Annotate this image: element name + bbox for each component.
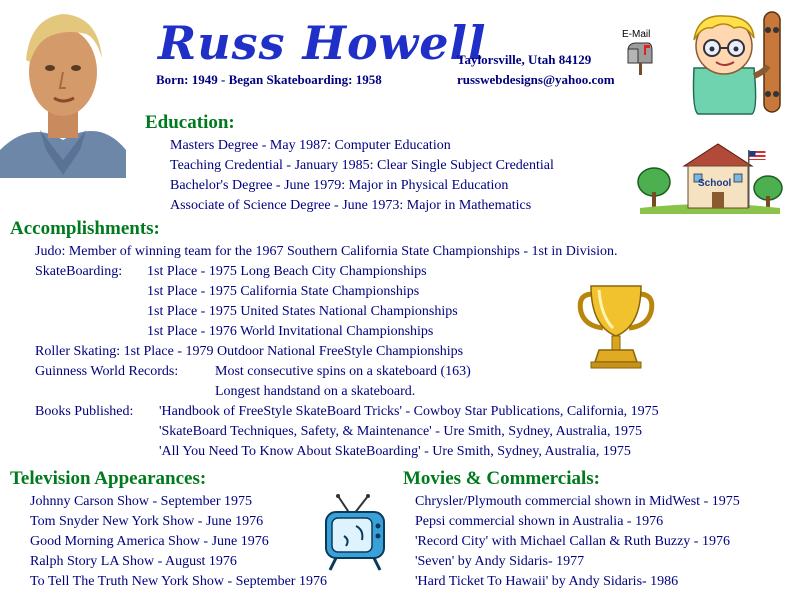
email-label[interactable]: E-Mail bbox=[622, 29, 651, 40]
guinness-item: Longest handstand on a skateboard. bbox=[215, 384, 416, 399]
movies-heading: Movies & Commercials: bbox=[403, 468, 600, 489]
skateboarding-item: 1st Place - 1975 United States National Championships bbox=[147, 304, 458, 319]
book-item: 'Handbook of FreeStyle SkateBoard Tricks' - Cowboy Star Publications, California, 1975 bbox=[159, 404, 659, 419]
skateboarding-label: SkateBoarding: bbox=[35, 264, 123, 279]
mailbox-icon[interactable] bbox=[624, 41, 654, 75]
education-item: Teaching Credential - January 1985: Clear Single Subject Credential bbox=[170, 158, 554, 173]
portrait-photo bbox=[0, 0, 126, 178]
book-item: 'SkateBoard Techniques, Safety, & Maintenance' - Ure Smith, Sydney, Australia, 1975 bbox=[159, 424, 642, 439]
book-item: 'All You Need To Know About SkateBoarding' - Ure Smith, Sydney, Australia, 1975 bbox=[159, 444, 631, 459]
television-icon bbox=[320, 494, 388, 572]
tv-item: To Tell The Truth New York Show - September 1976 bbox=[30, 574, 327, 589]
movie-item: Chrysler/Plymouth commercial shown in MidWest - 1975 bbox=[415, 494, 740, 509]
tv-item: Tom Snyder New York Show - June 1976 bbox=[30, 514, 264, 529]
born-line: Born: 1949 - Began Skateboarding: 1958 bbox=[156, 72, 382, 87]
movie-item: Pepsi commercial shown in Australia - 1976 bbox=[415, 514, 664, 529]
education-item: Masters Degree - May 1987: Computer Education bbox=[170, 138, 451, 153]
skateboarding-item: 1st Place - 1975 California State Championships bbox=[147, 284, 420, 299]
tv-item: Ralph Story LA Show - August 1976 bbox=[30, 554, 237, 569]
location-text: Taylorsville, Utah 84129 bbox=[457, 52, 592, 67]
skater-cartoon bbox=[672, 10, 794, 115]
skateboarding-item: 1st Place - 1976 World Invitational Championships bbox=[147, 324, 434, 339]
television-heading: Television Appearances: bbox=[10, 468, 207, 489]
roller-skating-line: Roller Skating: 1st Place - 1979 Outdoor National FreeStyle Championships bbox=[35, 344, 464, 359]
tv-item: Good Morning America Show - June 1976 bbox=[30, 534, 269, 549]
education-item: Associate of Science Degree - June 1973: Major in Mathematics bbox=[170, 198, 532, 213]
movie-item: 'Record City' with Michael Callan & Ruth Buzzy - 1976 bbox=[415, 534, 730, 549]
guinness-item: Most consecutive spins on a skateboard (163) bbox=[215, 364, 471, 379]
trophy-icon bbox=[575, 282, 657, 370]
school-illustration bbox=[636, 140, 784, 214]
email-link[interactable]: russwebdesigns@yahoo.com bbox=[457, 72, 615, 87]
education-heading: Education: bbox=[145, 112, 235, 133]
accomplishments-heading: Accomplishments: bbox=[10, 218, 160, 239]
page-title: Russ Howell bbox=[158, 16, 487, 70]
movie-item: 'Seven' by Andy Sidaris- 1977 bbox=[415, 554, 585, 569]
guinness-label: Guinness World Records: bbox=[35, 364, 179, 379]
school-sign: School bbox=[698, 178, 732, 189]
tv-item: Johnny Carson Show - September 1975 bbox=[30, 494, 253, 509]
judo-line: Judo: Member of winning team for the 1967 Southern California State Championships - 1st in Division. bbox=[35, 244, 618, 259]
books-label: Books Published: bbox=[35, 404, 134, 419]
education-item: Bachelor's Degree - June 1979: Major in Physical Education bbox=[170, 178, 509, 193]
skateboarding-item: 1st Place - 1975 Long Beach City Championships bbox=[147, 264, 427, 279]
movie-item: 'Hard Ticket To Hawaii' by Andy Sidaris- 1986 bbox=[415, 574, 679, 589]
